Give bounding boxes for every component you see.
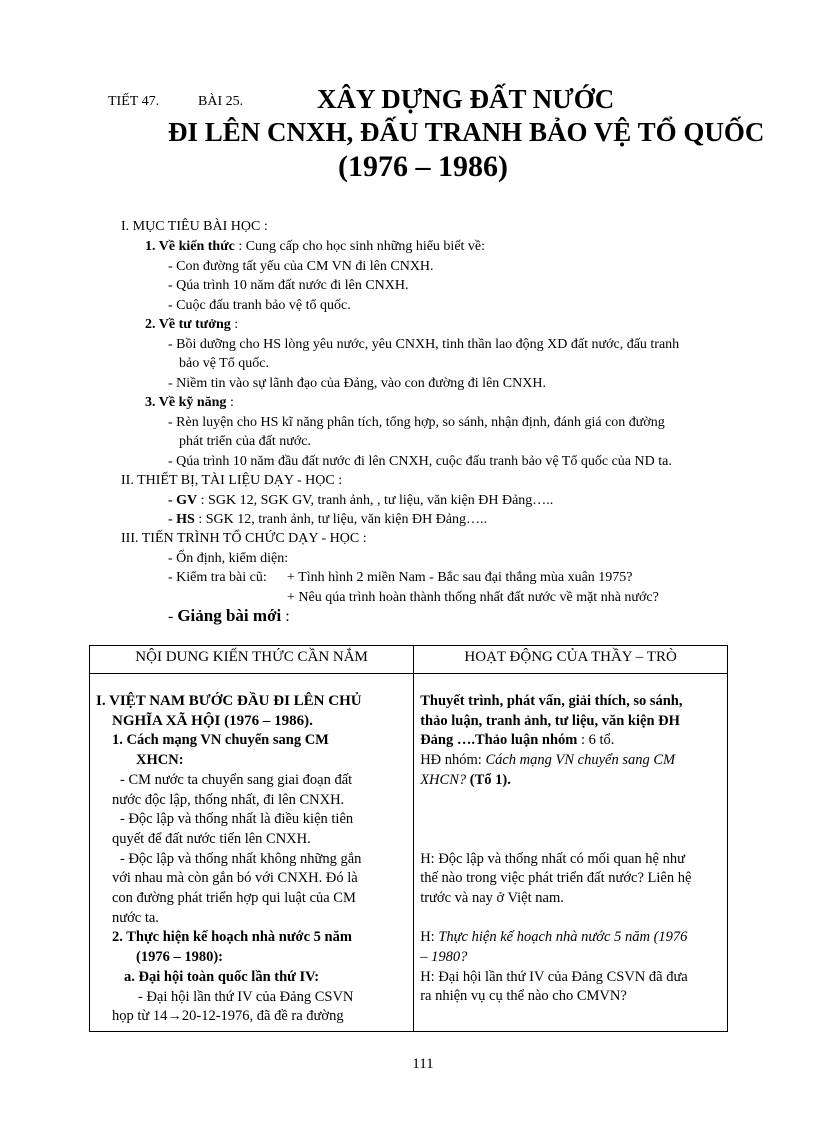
equipment-heading: II. THIẾT BỊ, TÀI LIỆU DẠY - HỌC : xyxy=(121,473,343,488)
question-cont: ra nhiện vụ cụ thể nào cho CMVN? xyxy=(420,988,627,1005)
question-cont: thế nào trong việc phát triển đất nước? Liên hệ xyxy=(420,870,692,887)
process-step-2: - Kiểm tra bài cũ: xyxy=(168,570,267,585)
content-point: - Độc lập và thống nhất không những gắn xyxy=(120,850,362,867)
section-heading: I. VIỆT NAM BƯỚC ĐẦU ĐI LÊN CHỦ xyxy=(96,693,362,709)
lesson-table xyxy=(89,645,728,1032)
attitude-item: - Bồi dưỡng cho HS lòng yêu nước, yêu CNXH, tinh thần lao động XD đất nước, đấu tranh xyxy=(168,337,680,352)
knowledge-line xyxy=(145,238,485,256)
skills-item: - Rèn luyện cho HS kĩ năng phân tích, tổng hợp, so sánh, nhận định, đánh giá con đường xyxy=(168,415,665,430)
process-step-2-q2: + Nêu qúa trình hoàn thành thống nhất đất nước về mặt nhà nước? xyxy=(287,590,659,605)
question: H: Đại hội lần thứ IV của Đảng CSVN đã đưa xyxy=(420,968,688,985)
content-point: - Độc lập và thống nhất là điều kiện tiên xyxy=(120,811,354,828)
title-line-2: ĐI LÊN CNXH, ĐẤU TRANH BẢO VỆ TỔ QUỐC xyxy=(168,117,765,147)
skills-label: 3. Về kỹ năng xyxy=(145,395,227,410)
knowledge-item: - Con đường tất yếu của CM VN đi lên CNXH. xyxy=(168,259,434,274)
title-line-3: (1976 – 1986) xyxy=(338,150,508,183)
knowledge-label: 1. Về kiến thức xyxy=(145,239,235,254)
unit-number: BÀI 25. xyxy=(198,94,244,109)
content-cell xyxy=(90,674,414,1032)
new-lesson-label: Giảng bài mới xyxy=(177,606,282,625)
content-point-cont: quyết để đất nước tiến lên CNXH. xyxy=(112,830,311,847)
content-point-cont: họp từ 14→20-12-1976, đã đề ra đường xyxy=(112,1008,344,1025)
question-text: Thực hiện kế hoạch nhà nước 5 năm (1976 xyxy=(438,929,688,946)
question-cont: trước và nay ở Việt nam. xyxy=(420,889,564,906)
subsection-1-cont: XHCN: xyxy=(136,752,184,769)
content-point-cont: nước ta. xyxy=(112,909,159,926)
activity-methods: Thuyết trình, phát vấn, giải thích, so sánh, xyxy=(420,693,683,709)
knowledge-item: - Qúa trình 10 năm đất nước đi lên CNXH. xyxy=(168,278,409,293)
gv-label: - GV xyxy=(168,493,198,508)
spacer xyxy=(420,830,722,850)
section-heading-cont: NGHĨA XÃ HỘI (1976 – 1986). xyxy=(112,712,313,729)
content-point-cont: nước độc lập, thống nhất, đi lên CNXH. xyxy=(112,791,345,808)
attitude-item: - Niềm tin vào sự lãnh đạo của Đảng, vào con đường đi lên CNXH. xyxy=(168,376,546,391)
step3-dash: - xyxy=(168,608,178,625)
subsection-2-cont: (1976 – 1980): xyxy=(136,949,223,966)
step3-colon: : xyxy=(281,608,290,625)
question-cont: – 1980? xyxy=(420,949,468,966)
column-header-activities: HOẠT ĐỘNG CỦA THẦY – TRÒ xyxy=(414,646,728,674)
activities-cell xyxy=(414,674,728,1032)
process-step-2-q1: + Tình hình 2 miền Nam - Bắc sau đại thắng mùa xuân 1975? xyxy=(287,570,633,585)
column-header-content: NỘI DUNG KIẾN THỨC CẦN NẮM xyxy=(90,646,414,674)
content-point: - CM nước ta chuyển sang giai đoạn đất xyxy=(120,771,353,788)
attitude-line xyxy=(145,316,238,334)
subsection-2a: a. Đại hội toàn quốc lần thứ IV: xyxy=(124,968,320,985)
page-number: 111 xyxy=(412,1056,434,1072)
skills-text: : xyxy=(226,395,234,410)
knowledge-item: - Cuộc đấu tranh bảo vệ tổ quốc. xyxy=(168,298,351,313)
group-activity xyxy=(420,751,722,771)
process-step-1: - Ổn định, kiểm diện: xyxy=(168,551,289,566)
title-line-1: XÂY DỰNG ĐẤT NƯỚC xyxy=(317,84,615,114)
activity-methods-cont: thảo luận, tranh ảnh, tư liệu, văn kiện ĐH xyxy=(420,712,680,729)
group-count: : 6 tổ. xyxy=(577,732,615,749)
content-point-cont: con đường phát triển hợp qui luật của CM xyxy=(112,890,356,907)
attitude-item-cont: bảo vệ Tổ quốc. xyxy=(179,356,269,371)
spacer xyxy=(420,909,722,929)
group-assignment: (Tổ 1). xyxy=(469,771,511,788)
lesson-number: TIẾT 47. xyxy=(108,94,160,109)
skills-line xyxy=(145,394,234,412)
question: H: Độc lập và thống nhất có mối quan hệ như xyxy=(420,850,685,867)
attitude-label: 2. Về tư tưởng xyxy=(145,317,231,332)
subsection-1: 1. Cách mạng VN chuyển sang CM xyxy=(112,732,329,749)
hs-text: : SGK 12, tranh ảnh, tư liệu, văn kiện ĐH Đảng….. xyxy=(194,512,488,527)
skills-item: - Qúa trình 10 năm đầu đất nước đi lên CNXH, cuộc đấu tranh bảo vệ Tổ quốc của ND ta. xyxy=(168,454,672,469)
skills-item-cont: phát triển của đất nước. xyxy=(179,434,311,449)
knowledge-text: : Cung cấp cho học sinh những hiểu biết về: xyxy=(234,239,486,254)
content-point: - Đại hội lần thứ IV của Đảng CSVN xyxy=(138,988,354,1005)
group-activity-cont xyxy=(420,771,722,791)
content-point-cont: với nhau mà còn gắn bó với CNXH. Đó là xyxy=(112,870,358,887)
gv-text: : SGK 12, SGK GV, tranh ảnh, , tư liệu, văn kiện ĐH Đảng….. xyxy=(197,493,554,508)
process-step-3 xyxy=(168,607,290,626)
group-activity-topic-cont: XHCN? xyxy=(420,771,470,788)
group-work-label: Đảng ….Thảo luận nhóm xyxy=(420,732,578,749)
equipment-gv xyxy=(168,492,553,510)
objectives-heading: I. MỤC TIÊU BÀI HỌC : xyxy=(121,219,268,234)
question xyxy=(420,928,722,948)
activity-methods-cont xyxy=(420,731,722,751)
group-activity-topic: Cách mạng VN chuyển sang CM xyxy=(485,752,676,769)
process-heading: III. TIẾN TRÌNH TỔ CHỨC DẠY - HỌC : xyxy=(121,531,367,546)
spacer xyxy=(420,791,722,811)
attitude-text: : xyxy=(230,317,239,332)
subsection-2: 2. Thực hiện kế hoạch nhà nước 5 năm xyxy=(112,929,352,946)
group-activity-label: HĐ nhóm: xyxy=(420,752,486,769)
hs-label: - HS xyxy=(168,512,195,527)
question-prefix: H: xyxy=(420,929,439,946)
equipment-hs xyxy=(168,511,487,529)
spacer xyxy=(420,810,722,830)
